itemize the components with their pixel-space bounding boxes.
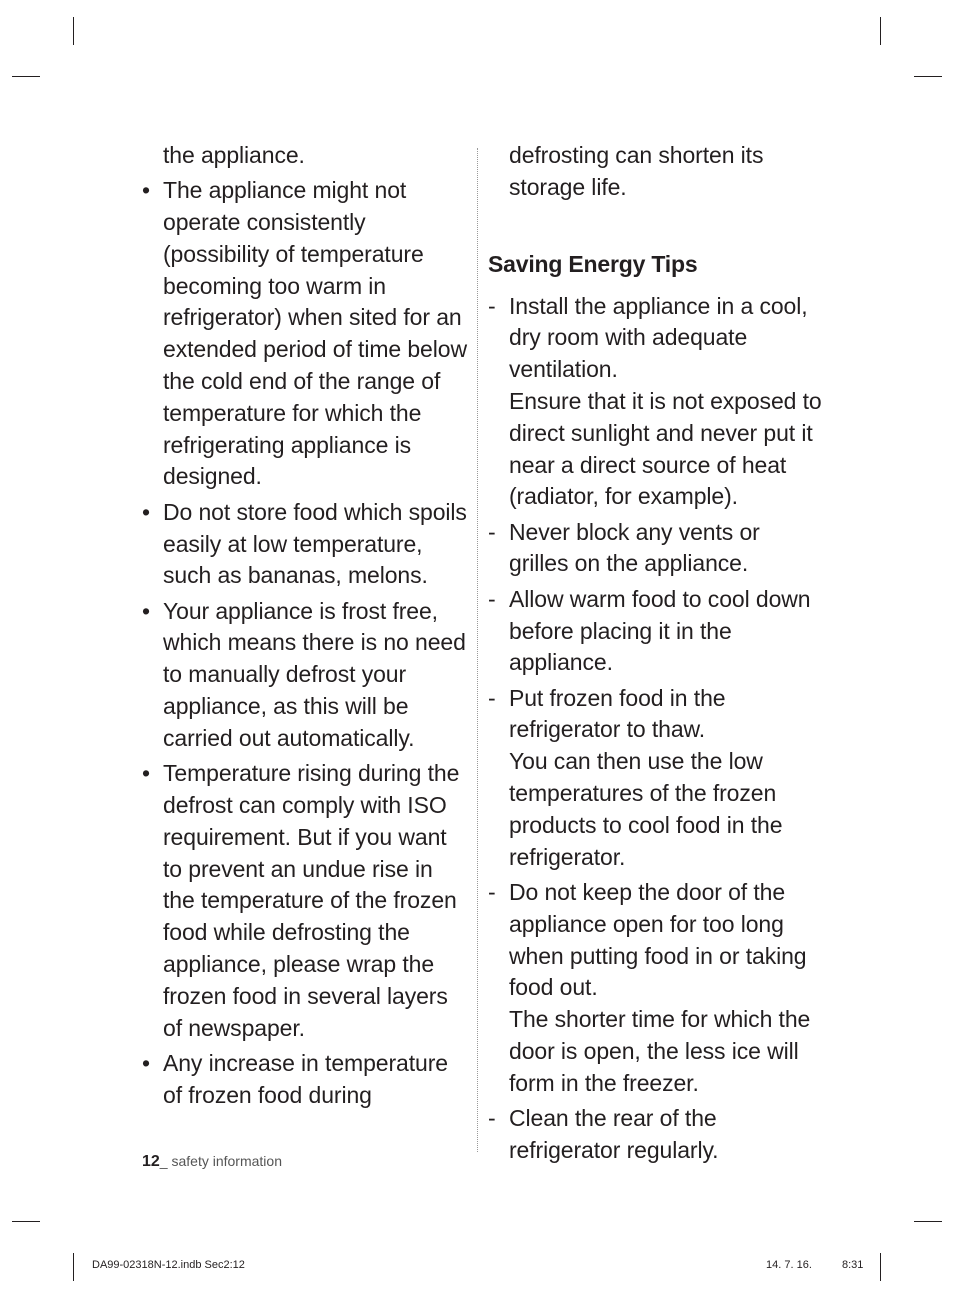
dash-marker: - — [488, 878, 496, 905]
section-heading: Saving Energy Tips — [488, 250, 698, 277]
bullet-list — [142, 175, 468, 1111]
tip-item — [488, 683, 823, 874]
print-slug-date: 14. 7. 16. — [766, 1259, 812, 1271]
bullet-marker: • — [142, 498, 150, 525]
crop-mark — [914, 76, 942, 77]
bullet-marker: • — [142, 177, 150, 204]
bullet-text: Do not store food which spoils easily at low temperature, such as bananas, melons. — [163, 498, 467, 589]
left-column — [142, 140, 468, 1115]
bullet-item — [142, 758, 468, 1044]
dash-marker: - — [488, 684, 496, 711]
bullet-item — [142, 596, 468, 755]
tip-item — [488, 877, 823, 1100]
crop-mark — [12, 1221, 40, 1222]
print-slug-time: 8:31 — [842, 1259, 864, 1271]
bullet-marker: • — [142, 1049, 150, 1076]
page-number: 12 — [142, 1153, 160, 1170]
tip-item — [488, 1103, 823, 1167]
bullet-item — [142, 497, 468, 592]
dash-marker: - — [488, 1105, 496, 1132]
crop-mark — [914, 1221, 942, 1222]
crop-mark — [73, 1253, 74, 1281]
tip-text: Install the appliance in a cool, dry room with adequate ventilation. — [509, 292, 808, 383]
bullet-text: Temperature rising during the defrost can comply with ISO requirement. But if you want to prevent an undue rise in the temperature of the frozen food while defrosting the appliance, please wrap the frozen food in several layers of newspaper. — [163, 760, 460, 1041]
tip-text: The shorter time for which the door is open, the less ice will form in the freezer. — [509, 1006, 811, 1096]
continued-text: the appliance. — [163, 142, 305, 168]
tip-text: Do not keep the door of the appliance open for too long when putting food in or taking food out. — [509, 878, 807, 1001]
tip-text: You can then use the low temperatures of the frozen products to cool food in the refrigerator. — [509, 748, 783, 870]
footer-section: safety information — [171, 1153, 282, 1169]
bullet-item — [142, 1048, 468, 1112]
tip-item — [488, 584, 823, 679]
column-divider — [477, 148, 478, 1152]
dash-marker: - — [488, 292, 496, 319]
continued-text: defrosting can shorten its storage life. — [509, 142, 764, 200]
tip-item — [488, 517, 823, 581]
tip-text: Clean the rear of the refrigerator regularly. — [509, 1105, 719, 1163]
bullet-item — [142, 175, 468, 493]
bullet-text: Any increase in temperature of frozen food during — [163, 1049, 448, 1108]
dash-marker: - — [488, 585, 496, 612]
dash-marker: - — [488, 518, 496, 545]
tip-text: Never block any vents or grilles on the appliance. — [509, 518, 760, 577]
crop-mark — [880, 17, 881, 45]
footer-separator: _ — [159, 1153, 172, 1169]
tips-list — [488, 291, 823, 1167]
tip-text: Ensure that it is not exposed to direct sunlight and never put it near a direct source of heat (radiator, for example). — [509, 387, 822, 510]
tip-text: Put frozen food in the refrigerator to thaw. — [509, 684, 726, 743]
crop-mark — [73, 17, 74, 45]
tip-item — [488, 291, 823, 514]
print-slug-file: DA99-02318N-12.indb Sec2:12 — [92, 1259, 245, 1271]
page-footer — [142, 1153, 282, 1171]
tip-text: Allow warm food to cool down before placing it in the appliance. — [509, 585, 811, 676]
bullet-marker: • — [142, 760, 150, 787]
bullet-marker: • — [142, 597, 150, 624]
crop-mark — [12, 76, 40, 77]
bullet-text: Your appliance is frost free, which means there is no need to manually defrost your appliance, as this will be carried out automatically. — [163, 597, 466, 751]
right-column — [488, 140, 823, 1170]
crop-mark — [880, 1253, 881, 1281]
bullet-text: The appliance might not operate consistently (possibility of temperature becoming too warm in refrigerator) when sited for an extended period of time below the cold end of the range of temperature for which the refrigerating appliance is designed. — [163, 177, 467, 490]
